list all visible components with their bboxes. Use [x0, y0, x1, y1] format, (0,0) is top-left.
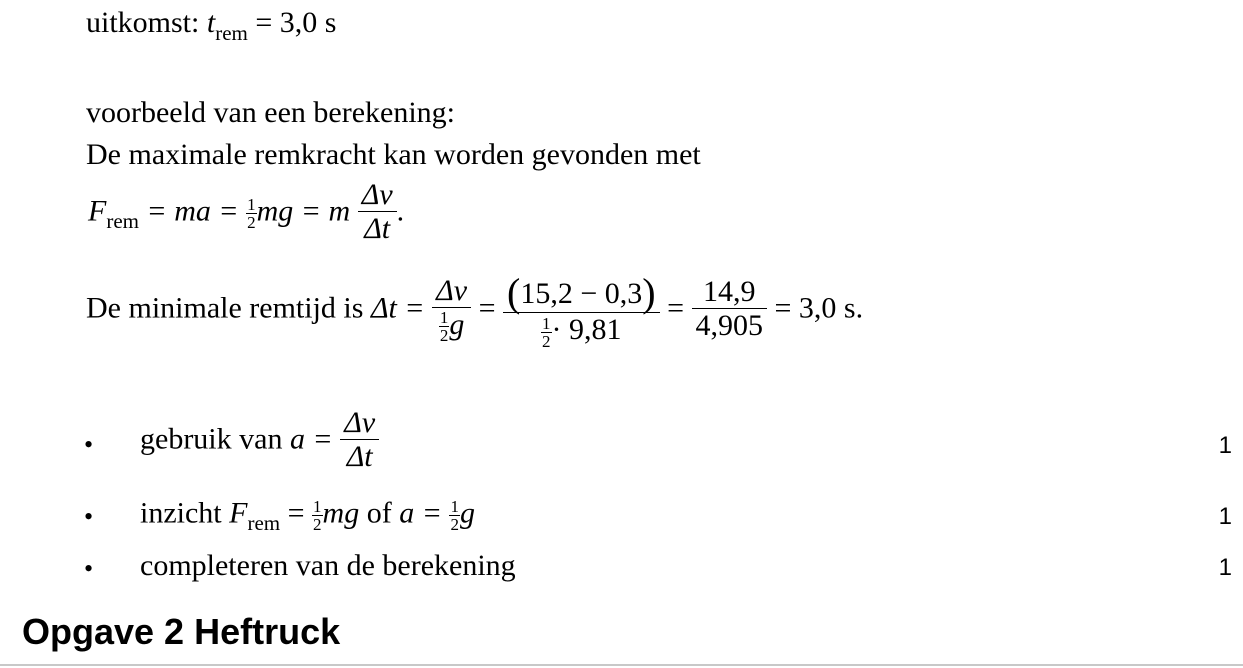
intro-line-2: De maximale remkracht kan worden gevonden met [86, 138, 701, 171]
braking-time-text: De minimale remtijd is [86, 291, 364, 325]
equation-braking-time [86, 270, 863, 352]
score-2: 1 [1218, 503, 1232, 530]
result-variable: t [206, 6, 216, 39]
criterion-2-text: inzicht [140, 496, 222, 530]
dv-dt-fraction: $\frac{\Delta v}{\Delta t}$ [358, 178, 397, 245]
criterion-2-sub: rem [247, 511, 281, 536]
criterion-1-a: a = [289, 422, 333, 456]
result-label: uitkomst: [86, 6, 200, 39]
score-1: 1 [1218, 432, 1232, 459]
result-value: = 3,0 s [255, 6, 337, 39]
fraction-dv-half-g: Δv $\frac{1}{2}$ g [432, 274, 471, 345]
fraction-numeric: (15,2 − 0,3) $\frac{1}{2}$ · 9,81 [503, 268, 660, 350]
mg-term: mg = m [256, 194, 351, 228]
criterion-2 [140, 496, 475, 536]
intro-line-1: voorbeeld van een berekening: [86, 96, 456, 129]
bullet-1: • [84, 430, 94, 459]
section-heading: Opgave 2 Heftruck [22, 611, 341, 652]
criterion-1-text: gebruik van [140, 422, 283, 456]
force-subscript: rem [106, 209, 139, 234]
result-line [86, 6, 337, 45]
equals-a: = [478, 291, 496, 325]
divider [0, 664, 1243, 666]
equation-force [88, 180, 404, 247]
final-result: = 3,0 s. [774, 291, 864, 325]
result-subscript: rem [215, 21, 248, 45]
criterion-2-eq: = [287, 496, 305, 530]
half-fraction: $\frac{1}{2}$ [247, 195, 256, 232]
criterion-2-half-b: $\frac{1}{2}$ [450, 497, 459, 534]
criterion-2-mg: mg [322, 496, 360, 530]
criterion-1-fraction: $\frac{\Delta v}{\Delta t}$ [340, 406, 379, 473]
delta-t: Δt = [370, 291, 425, 325]
equation-end: . [396, 194, 405, 228]
score-3: 1 [1218, 554, 1232, 581]
criterion-2-of: of [366, 496, 392, 530]
fraction-result: $\frac{14,9}{4,905}$ [692, 275, 768, 342]
bullet-3: • [84, 554, 94, 583]
force-symbol: F [88, 194, 107, 228]
criterion-1 [140, 408, 379, 475]
criterion-2-F: F [229, 496, 248, 530]
criterion-2-g: g [459, 496, 475, 530]
ma-term: = ma = [146, 194, 239, 228]
criterion-2-half: $\frac{1}{2}$ [313, 497, 322, 534]
criterion-2-a: a = [399, 496, 442, 530]
equals-b: = [667, 291, 684, 325]
criterion-3: completeren van de berekening [140, 549, 516, 582]
bullet-2: • [84, 502, 94, 531]
